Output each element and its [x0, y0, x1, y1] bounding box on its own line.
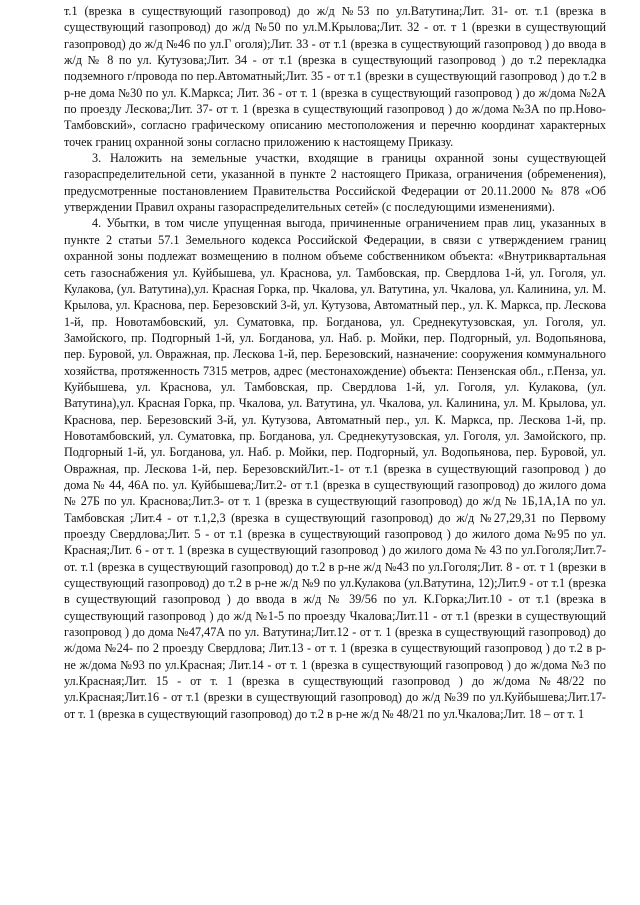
paragraph-continuation: т.1 (врезка в существующий газопровод) до ж/д №53 по ул.Ватутина;Лит. 31- от. т.1 (врезка в существующий газопровод) до ж/д №50 по ул.М.Крылова;Лит. 32 - от. т 1 (врезки в существующий газопровод) до ж/д №46 по ул.Г оголя);Лит. 33 - от т.1 (врезка в существующий газопровод ) до ввода в ж/д № 8 по ул. Кутузова;Лит. 34 - от т.1 (врезка в существующий газопровод ) до т.2 перекладка подземного г/провода по пер.Автоматный;Лит. 35 - от т.1 (врезки в существующий газопровод ) до т.2 в р-не дома №30 по ул. К.Маркса; Лит. 36 - от т. 1 (врезка в существующий газопровод ) до ж/дома №2А по проезду Лескова;Лит. 37- от т. 1 (врезка в существующий газопровод ) до ж/дома №3А по пр.Ново-Тамбовский», согласно графическому описанию местоположения и перечню координат характерных точек границ охранной зоны согласно приложению к настоящему Приказу. [64, 4, 606, 149]
paragraph-item-4: 4. Убытки, в том числе упущенная выгода, причиненные ограничением прав лиц, указанных в пункте 2 статьи 57.1 Земельного кодекса Российской Федерации, в связи с утверждением границ охранной зоны подлежат возмещению в полном объеме собственником объекта: «Внутриквартальная сеть газоснабжения ул. Куйбышева, ул. Краснова, ул. Тамбовская, пр. Свердлова 1-й, ул. Гоголя, ул. Кулакова, (ул. Ватутина),ул. Красная Горка, пр. Чкалова, ул. Ватутина, ул. Чкалова, ул. Калинина, ул. М. Крылова, ул. Краснова, пер. Березовский 3-й, ул. Кутузова, Автоматный пер., ул. К. Маркса, пр. Лескова 1-й, пр. Новотамбовский, ул. Суматовка, пр. Богданова, ул. Среднекутузовская, ул. Гоголя, ул. Замойского, пр. Подгорный 1-й, ул. Богданова, ул. Наб. р. Мойки, пер. Подгорный, ул. Водопьянова, пер. Буровой, ул. Овражная, пр. Лескова 1-й, пер. Березовский, назначение: сооружения коммунального хозяйства, протяженность 7315 метров, адрес (местонахождение) объекта: Пензенская обл., г.Пенза, ул. Куйбышева, ул. Краснова, ул. Тамбовская, пр. Свердлова 1-й, ул. Гоголя, ул. Кулакова, (ул. Ватутина),ул. Красная Горка, пр. Чкалова, ул. Ватутина, ул. Чкалова, ул. Калинина, ул. М. Крылова, ул. Краснова, пер. Березовский 3-й, ул. Кутузова, Автоматный пер., ул. К. Маркса, пр. Лескова 1-й, пр. Новотамбовский, ул. Суматовка, пр. Богданова, ул. Среднекутузовская, ул. Гоголя, ул. Замойского, пр. Подгорный 1-й, ул. Богданова, ул. Наб. р. Мойки, пер. Подгорный, ул. Водопьянова, пер. Буровой, ул. Овражная, пр. Лескова 1-й, пер. БерезовскийЛит.-1- от т.1 (врезка в существующий газопровод ) до дома № 44, 46А по. ул. Куйбышева;Лит.2- от т.1 (врезка в существующий газопровод) до жилого дома № 27Б по ул. Краснова;Лит.3- от т. 1 (врезка в существующий газопровод) до ж/д № 1Б,1А,1А по ул. Тамбовская ;Лит.4 - от т.1,2,3 (врезка в существующий газопровод) до ж/д №27,29,31 по Первому проезду Свердлова;Лит. 5 - от т.1 (врезка в существующий газопровод ) до жилого дома №95 по ул. Красная;Лит. 6 - от т. 1 (врезка в существующий газопровод ) до жилого дома № 43 по ул.Гоголя;Лит.7- от. т.1 (врезка в существующий газопровод) до т.2 в р-не ж/д №43 по ул.Гоголя;Лит. 8 - от. т 1 (врезки в существующий газопровод) до т.2 в р-не ж/д №9 по ул.Кулакова (ул.Ватутина, 12);Лит.9 - от т.1 (врезка в существующий газопровод ) до ввода в ж/д № 39/56 по ул. К.Горка;Лит.10 - от т.1 (врезка в существующий газопровод ) до ж/д №1-5 по проезду Чкалова;Лит.11 - от т.1 (врезки в существующий газопровод ) до дома №47,47А по ул. Ватутина;Лит.12 - от т. 1 (врезка в существующий газопровод) до ж/дома №24- по 2 проезду Свердлова; Лит.13 - от т. 1 (врезка в существующий газопровод ) до т.2 в р-не ж/дома №93 по ул.Красная; Лит.14 - от т. 1 (врезка в существующий газопровод ) до ж/дома №3 по ул.Красная;Лит. 15 - от т. 1 (врезка в существующий газопровод ) до ж/дома №48/22 по ул.Красная;Лит.16 - от т.1 (врезки в существующий газопровод) до ж/д №39 по ул.Куйбышева;Лит.17- от т. 1 (врезка в существующий газопровод) до т.2 в р-не ж/д № 48/21 по ул.Чкалова;Лит. 18 – от т. 1 [64, 216, 606, 721]
paragraph-item-3: 3. Наложить на земельные участки, входящие в границы охранной зоны существующей газораспределительной сети, указанной в пункте 2 настоящего Приказа, ограничения (обременения), предусмотренные постановлением Правительства Российской Федерации от 20.11.2000 № 878 «Об утверждении Правил охраны газораспределительных сетей» (с последующими изменениями). [64, 151, 606, 215]
